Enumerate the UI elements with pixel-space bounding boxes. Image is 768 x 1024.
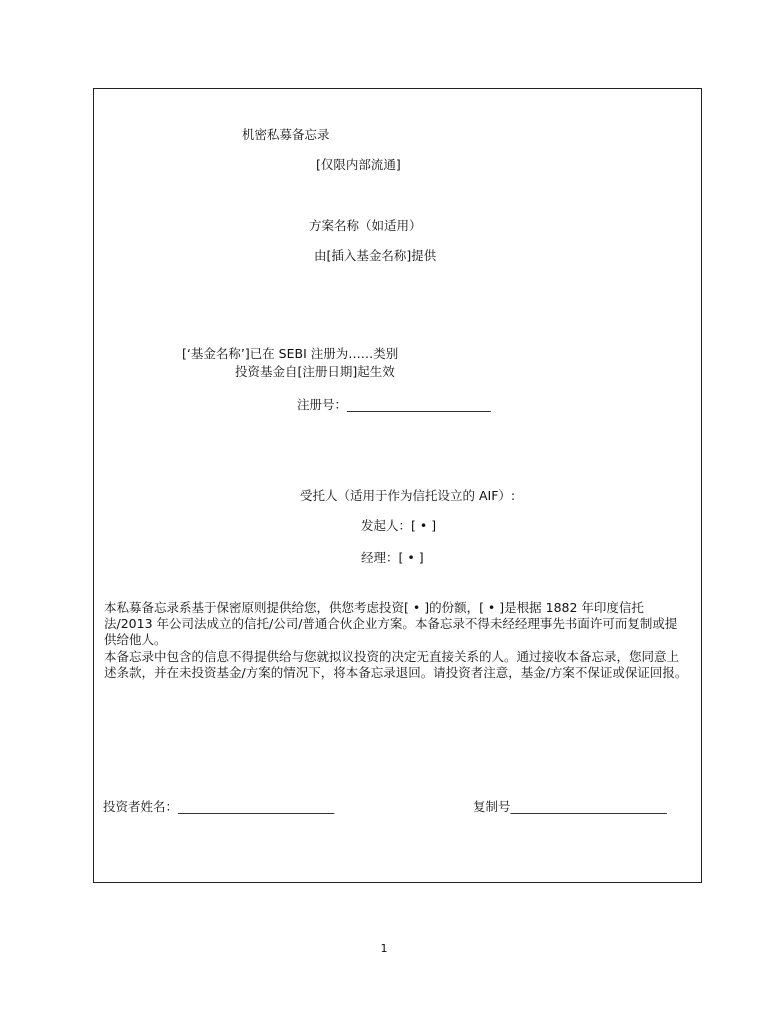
circulation-note: [仅限内部流通] (316, 157, 401, 172)
page-number: 1 (380, 942, 388, 955)
manager-line: 经理：[ • ] (361, 550, 424, 565)
confidentiality-paragraph: 本私募备忘录系基于保密原则提供给您，供您考虑投资[ • ]的份额，[ • ]是根据 1882 年印度信托法/2013 年公司法成立的信托/公司/普通合伙企业方案。本备忘录不得未经经理事先书面许可而复制或提供给他人。 (104, 600, 678, 647)
offered-by: 由[插入基金名称]提供 (314, 248, 437, 263)
document-border (93, 88, 702, 883)
sponsor-line: 发起人：[ • ] (361, 518, 437, 533)
trustee-line: 受托人（适用于作为信托设立的 AIF）: (300, 488, 516, 503)
registration-number: 注册号：_______________________ (297, 397, 491, 412)
disclaimer-paragraph: 本备忘录中包含的信息不得提供给与您就拟议投资的决定无直接关系的人。通过接收本备忘录，您同意上述条款，并在未投资基金/方案的情况下，将本备忘录退回。请投资者注意，基金/方案不保证或保证回报。 (104, 649, 688, 680)
registration-line-2: 投资基金自[注册日期]起生效 (235, 364, 395, 379)
scheme-name: 方案名称（如适用） (309, 218, 422, 233)
copy-number-field: 复制号_________________________ (473, 799, 667, 814)
registration-line-1: [‘基金名称’]已在 SEBI 注册为……类别 (182, 346, 399, 361)
document-title: 机密私募备忘录 (242, 127, 330, 142)
investor-name-field: 投资者姓名：_________________________ (103, 799, 335, 814)
